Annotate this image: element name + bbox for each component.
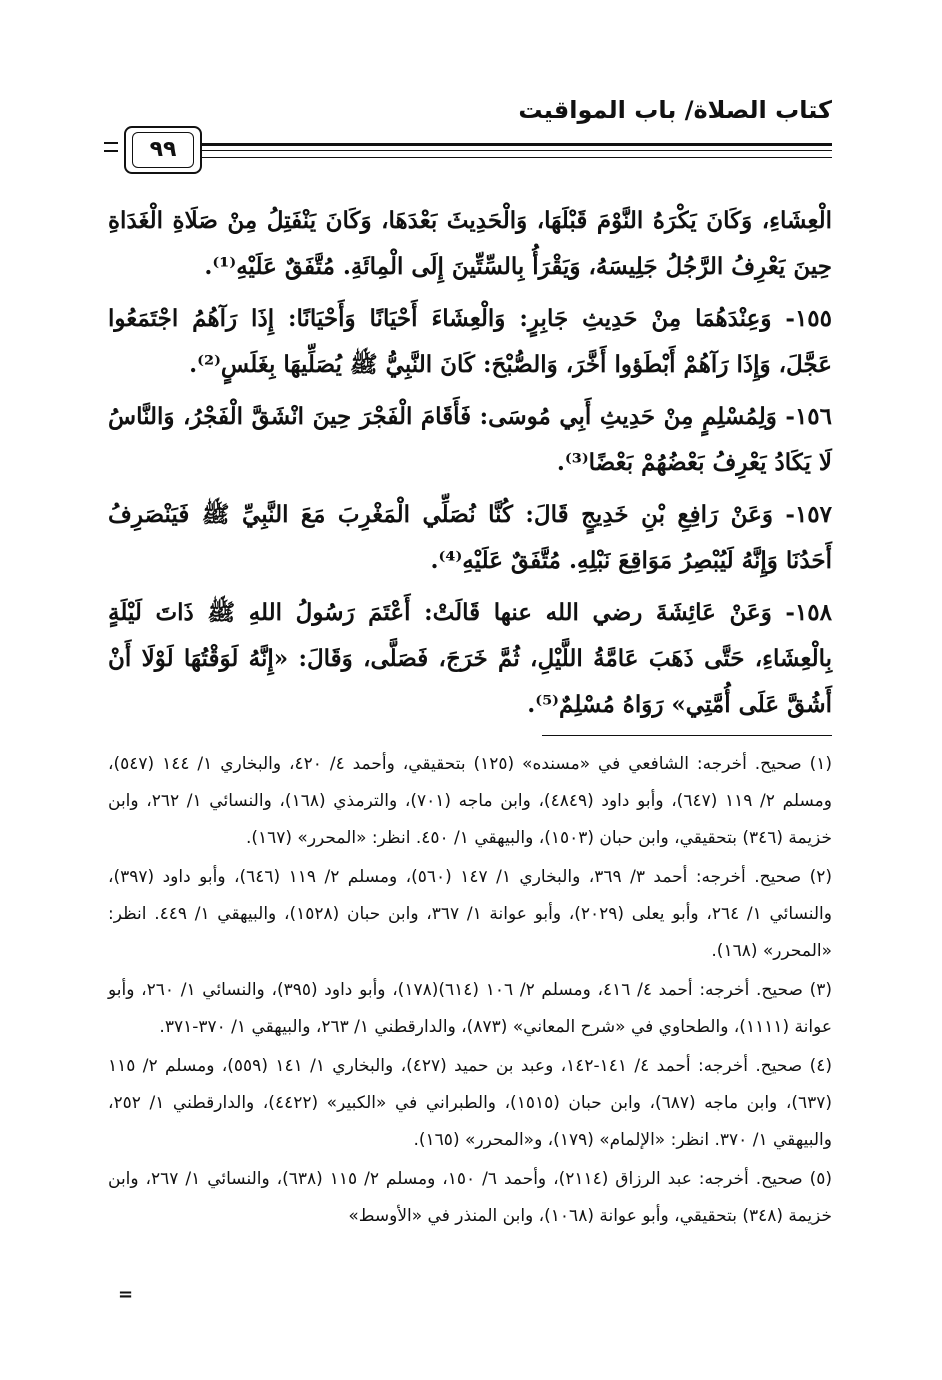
page-number: ٩٩ [132,132,194,168]
main-hadith-text [108,198,832,734]
hadith-paragraph: ١٥٥- وَعِنْدَهُمَا مِنْ حَدِيثِ جَابِرٍ: وَالْعِشَاءَ أَحْيَانًا وَأَحْيَانًا: إِذَا رَآهُمُ اجْتَمَعُوا عَجَّلَ، وَإِذَا رَآهُمْ أَبْطَؤوا أَخَّرَ، وَالصُّبْحَ: كَانَ النَّبِيُّ ﷺ يُصَلِّيهَا بِغَلَسٍ⁽²⁾. [108,305,832,378]
footnote: (٢) صحيح. أخرجه: أحمد ٣/ ٣٦٩، والبخاري ١/ ١٤٧ (٥٦٠)، ومسلم ٢/ ١١٩ (٦٤٦)، وأبو داود (٣٩٧)، والنسائي ١/ ٢٦٤، وأبو يعلى (٢٠٢٩)، وأبو عوانة ١/ ٣٦٧، وابن حبان (١٥٢٨)، والبيهقي ١/ ٤٤٩. انظر: «المحرر» (١٦٨). [108,867,832,961]
footnote: (١) صحيح. أخرجه: الشافعي في «مسنده» (١٢٥) بتحقيقي، وأحمد ٤/ ٤٢٠، والبخاري ١/ ١٤٤ (٥٤٧)، ومسلم ٢/ ١١٩ (٦٤٧)، وأبو داود (٤٨٤٩)، وابن ماجه (٧٠١)، والترمذي (١٦٨)، والنسائي ١/ ٢٦٢، وابن خزيمة (٣٤٦) بتحقيقي، وابن حبان (١٥٠٣)، والبيهقي ١/ ٤٥٠. انظر: «المحرر» (١٦٧). [108,754,832,848]
hadith-paragraph: ١٥٨- وَعَنْ عَائِشَةَ رضي الله عنها قَالَتْ: أَعْتَمَ رَسُولُ اللهِ ﷺ ذَاتَ لَيْلَةٍ بِالْعِشَاءِ، حَتَّى ذَهَبَ عَامَّةُ اللَّيْلِ، ثُمَّ خَرَجَ، فَصَلَّى، وَقَالَ: «إِنَّهُ لَوَقْتُهَا لَوْلَا أَنْ أَشُقَّ عَلَى أُمَّتِي» رَوَاهُ مُسْلِمٌ⁽⁵⁾. [108,599,832,718]
footnote: (٤) صحيح. أخرجه: أحمد ٤/ ١٤١-١٤٢، وعبد بن حميد (٤٢٧)، والبخاري ١/ ١٤١ (٥٥٩)، ومسلم ٢/ ١١٥ (٦٣٧)، وابن ماجه (٦٨٧)، وابن حبان (١٥١٥)، والطبراني في «الكبير» (٤٤٢٢)، والدارقطني ١/ ٢٥٢، والبيهقي ١/ ٣٧٠. انظر: «الإلمام» (١٧٩)، و«المحرر» (١٦٥). [108,1056,833,1150]
footnote: (٣) صحيح. أخرجه: أحمد ٤/ ٤١٦، ومسلم ٢/ ١٠٦ (٦١٤)(١٧٨)، وأبو داود (٣٩٥)، والنسائي ١/ ٢٦٠، وأبو عوانة (١١١١)، والطحاوي في «شرح المعاني» (٨٧٣)، والدارقطني ١/ ٢٦٣، والبيهقي ١/ ٣٧٠-٣٧١. [108,980,832,1037]
footnote-separator [542,735,832,736]
header-rule-thin-lower [200,157,832,158]
footnotes [108,746,832,1237]
footnote-continuation-mark: = [118,1284,134,1305]
hadith-paragraph: الْعِشَاءِ، وَكَانَ يَكْرَهُ النَّوْمَ قَبْلَهَا، وَالْحَدِيثَ بَعْدَهَا، وَكَانَ يَنْفَتِلُ مِنْ صَلَاةِ الْغَدَاةِ حِينَ يَعْرِفُ الرَّجُلُ جَلِيسَهُ، وَيَقْرَأُ بِالسِّتِّينَ إِلَى الْمِائَةِ. مُتَّفَقٌ عَلَيْهِ⁽¹⁾. [108,207,832,280]
hadith-paragraph: ١٥٧- وَعَنْ رَافِعِ بْنِ خَدِيجٍ قَالَ: كُنَّا نُصَلِّي الْمَغْرِبَ مَعَ النَّبِيِّ ﷺ فَيَنْصَرِفُ أَحَدُنَا وَإِنَّهُ لَيُبْصِرُ مَوَاقِعَ نَبْلِهِ. مُتَّفَقٌ عَلَيْهِ⁽⁴⁾. [108,501,832,574]
footnote: (٥) صحيح. أخرجه: عبد الرزاق (٢١١٤)، وأحمد ٦/ ١٥٠، ومسلم ٢/ ١١٥ (٦٣٨)، والنسائي ١/ ٢٦٧، وابن خزيمة (٣٤٨) بتحقيقي، وأبو عوانة (١٠٦٨)، وابن المنذر في «الأوسط» [108,1169,832,1226]
header-rule-thick [200,143,832,146]
header-left-mark [104,142,118,158]
hadith-paragraph: ١٥٦- وَلِمُسْلِمٍ مِنْ حَدِيثِ أَبِي مُوسَى: فَأَقَامَ الْفَجْرَ حِينَ انْشَقَّ الْفَجْرُ، وَالنَّاسُ لَا يَكَادُ يَعْرِفُ بَعْضُهُمْ بَعْضًا⁽³⁾. [108,403,832,476]
running-header-title: كتاب الصلاة/ باب المواقيت [518,96,832,124]
header-rule-thin [200,150,832,151]
